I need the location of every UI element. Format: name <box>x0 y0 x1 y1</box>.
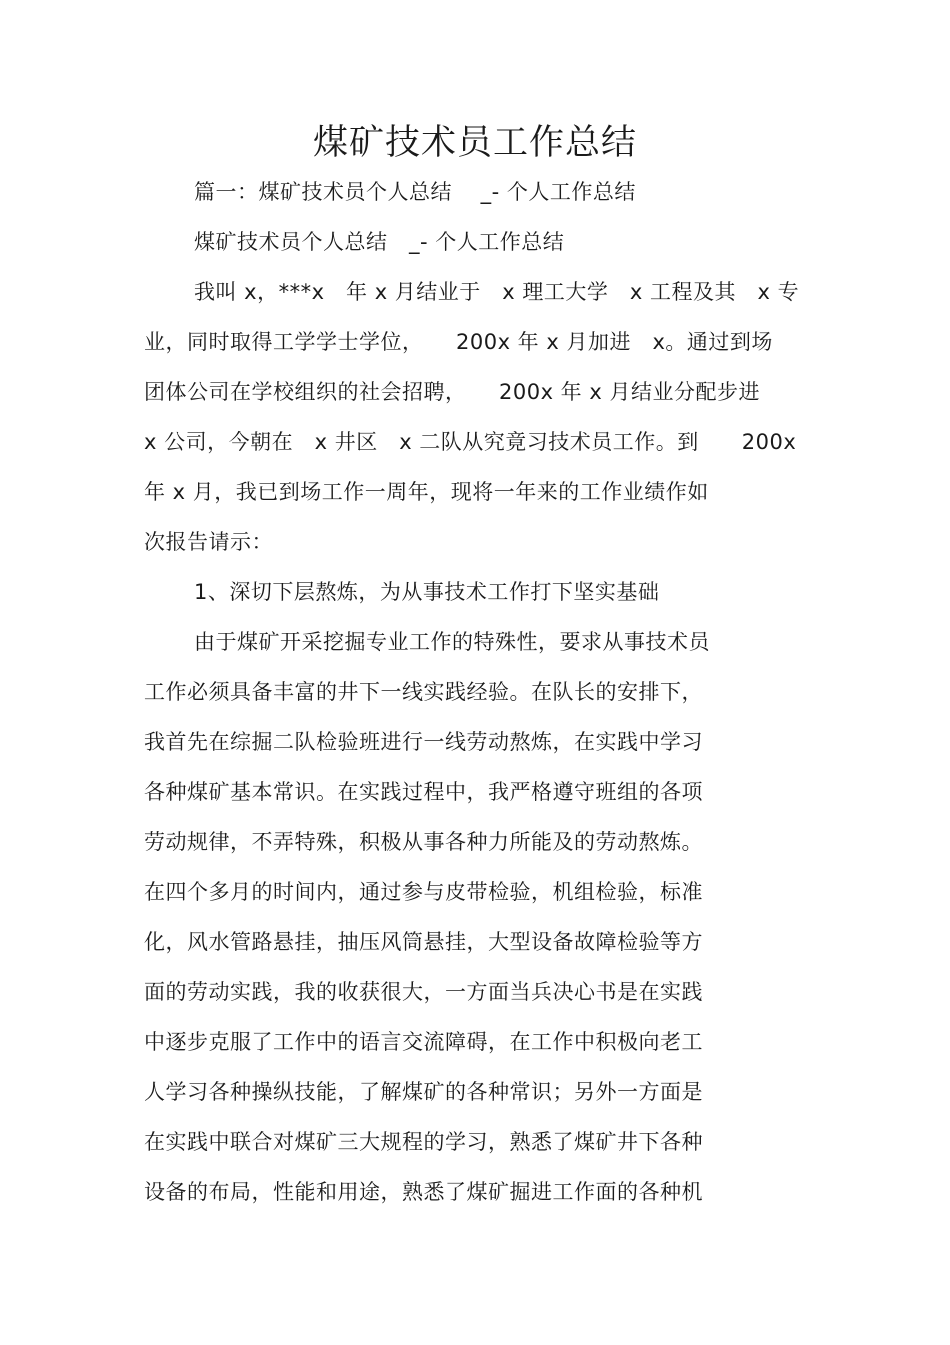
paragraph-line: 我叫 x，***x 年 x 月结业于 x 理工大学 x 工程及其 x 专 <box>194 280 800 304</box>
paragraph-line: 团体公司在学校组织的社会招聘， 200x 年 x 月结业分配步进 <box>144 380 760 404</box>
paragraph-line: 次报告请示： <box>144 530 273 554</box>
paragraph-line: 面的劳动实践，我的收获很大，一方面当兵决心书是在实践 <box>144 980 703 1004</box>
paragraph-line: 工作必须具备丰富的井下一线实践经验。在队长的安排下， <box>144 680 703 704</box>
paragraph-line: 各种煤矿基本常识。在实践过程中，我严格遵守班组的各项 <box>144 780 703 804</box>
section-heading: 1、深切下层熬炼，为从事技术工作打下坚实基础 <box>194 580 660 604</box>
paragraph-line: 化，风水管路悬挂，抽压风筒悬挂，大型设备故障检验等方 <box>144 930 703 954</box>
paragraph-line: 劳动规律，不弄特殊，积极从事各种力所能及的劳动熬炼。 <box>144 830 703 854</box>
paragraph-line: 在实践中联合对煤矿三大规程的学习，熟悉了煤矿井下各种 <box>144 1130 703 1154</box>
paragraph-line: 人学习各种操纵技能，了解煤矿的各种常识；另外一方面是 <box>144 1080 703 1104</box>
subtitle-line: 篇一：煤矿技术员个人总结 _- 个人工作总结 <box>194 180 636 204</box>
paragraph-line: x 公司，今朝在 x 井区 x 二队从究竟习技术员工作。到 200x <box>144 430 797 454</box>
paragraph-line: 在四个多月的时间内，通过参与皮带检验，机组检验，标准 <box>144 880 703 904</box>
paragraph-line: 年 x 月，我已到场工作一周年，现将一年来的工作业绩作如 <box>144 480 709 504</box>
document-title: 煤矿技术员工作总结 <box>312 123 637 163</box>
paragraph-line: 设备的布局，性能和用途，熟悉了煤矿掘进工作面的各种机 <box>144 1180 703 1204</box>
paragraph-line: 我首先在综掘二队检验班进行一线劳动熬炼，在实践中学习 <box>144 730 703 754</box>
paragraph-line: 中逐步克服了工作中的语言交流障碍，在工作中积极向老工 <box>144 1030 703 1054</box>
heading-line: 煤矿技术员个人总结 _- 个人工作总结 <box>194 230 565 254</box>
paragraph-line: 业，同时取得工学学士学位， 200x 年 x 月加进 x。通过到场 <box>144 330 773 354</box>
paragraph-line: 由于煤矿开采挖掘专业工作的特殊性，要求从事技术员 <box>194 630 710 654</box>
